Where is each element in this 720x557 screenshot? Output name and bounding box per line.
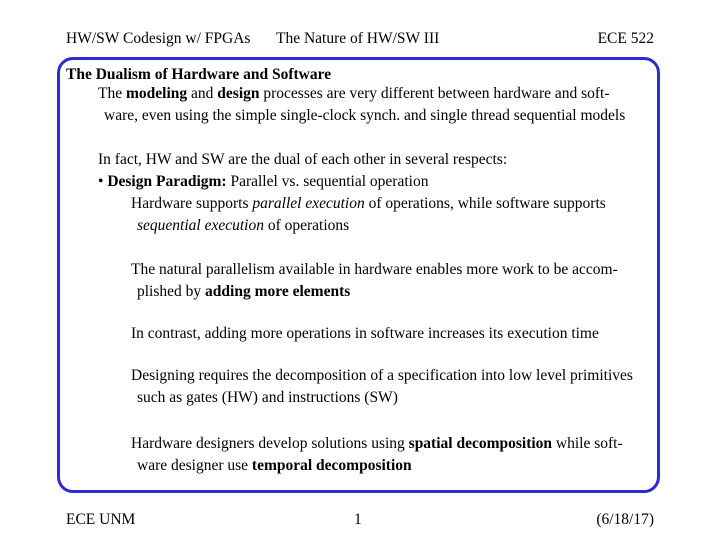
text-run: plished by <box>137 283 206 300</box>
paragraph-7-line-1 <box>131 434 623 454</box>
text-run: Hardware designers develop solutions using <box>131 435 409 452</box>
paragraph-5: In contrast, adding more operations in software increases its execution time <box>131 325 599 342</box>
emphasis-modeling: modeling <box>125 85 188 102</box>
paragraph-6-line-2: such as gates (HW) and instructions (SW) <box>137 389 398 406</box>
emphasis-sequential-execution: sequential execution <box>137 217 264 234</box>
footer-org: ECE UNM <box>66 511 136 528</box>
paragraph-3-line-2 <box>137 216 349 236</box>
course-topic: HW/SW Codesign w/ FPGAs <box>66 30 251 47</box>
emphasis-parallel-execution: parallel execution <box>252 195 365 212</box>
section-title: The Dualism of Hardware and Software <box>66 66 332 83</box>
page-footer <box>0 511 720 533</box>
paragraph-2: In fact, HW and SW are the dual of each other in several respects: <box>98 151 508 168</box>
page-header <box>0 30 720 52</box>
text-run: The <box>98 85 126 102</box>
paragraph-4-line-1: The natural parallelism available in hardware enables more work to be accom- <box>131 261 618 278</box>
emphasis-design: design <box>217 85 260 102</box>
text-run: of operations <box>263 217 350 234</box>
course-code: ECE 522 <box>597 30 654 47</box>
emphasis-temporal-decomposition: temporal decomposition <box>251 457 412 474</box>
paragraph-4-line-2 <box>137 282 350 302</box>
emphasis-adding-elements: adding more elements <box>205 283 351 300</box>
text-run: Hardware supports <box>131 195 253 212</box>
paragraph-7-line-2 <box>137 456 412 476</box>
text-run: of operations, while software supports <box>364 195 606 212</box>
footer-date: (6/18/17) <box>596 511 654 528</box>
text-run: and <box>187 85 218 102</box>
text-run: ware designer use <box>137 457 252 474</box>
bullet-marker: • <box>98 173 104 190</box>
emphasis-spatial-decomposition: spatial decomposition <box>408 435 553 452</box>
bullet-text: Parallel vs. sequential operation <box>226 173 429 190</box>
page-number: 1 <box>354 511 362 528</box>
paragraph-3-line-1 <box>131 194 606 214</box>
paragraph-6-line-1: Designing requires the decomposition of a specification into low level primitives <box>131 367 633 384</box>
paragraph-1-line-1 <box>98 84 610 104</box>
bullet-design-paradigm <box>98 172 428 192</box>
lecture-title: The Nature of HW/SW III <box>276 30 440 47</box>
text-run: while soft- <box>552 435 623 452</box>
text-run: processes are very different between hardware and soft- <box>259 85 610 102</box>
paragraph-1-line-2: ware, even using the simple single-clock synch. and single thread sequential models <box>104 107 626 124</box>
bullet-label: Design Paradigm: <box>107 173 227 190</box>
